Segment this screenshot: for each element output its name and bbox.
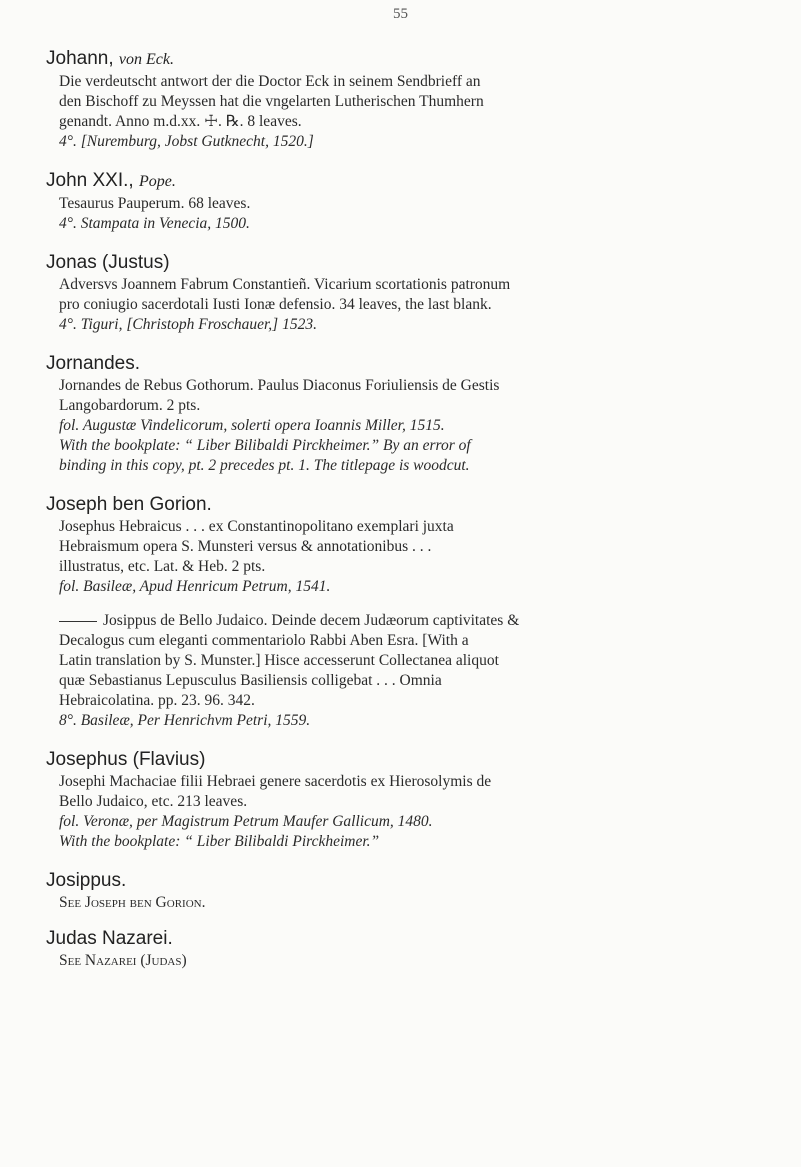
page-number: 55 xyxy=(393,6,408,22)
entry-line: Decalogus cum eleganti commentariolo Rabbi Aben Esra. [With a xyxy=(59,632,469,649)
ditto-dash xyxy=(59,621,97,622)
entry-line: Josephus Hebraicus . . . ex Constantinopolitano exemplari juxta xyxy=(59,518,454,535)
entry-heading: Joseph ben Gorion. xyxy=(46,494,212,515)
entry-line: genandt. Anno m.d.xx. ☩. ℞. 8 leaves. xyxy=(59,113,302,130)
entry-heading xyxy=(46,169,776,194)
entry-jonas xyxy=(46,251,776,335)
heading-name: Johann, xyxy=(46,48,114,69)
entry-body xyxy=(46,517,776,731)
entry-line: quæ Sebastianus Lepusculus Basiliensis colligebat . . . Omnia xyxy=(59,672,442,689)
entry-body xyxy=(46,772,776,852)
entry-heading: Jonas (Justus) xyxy=(46,252,170,273)
entry-joseph-ben-gorion xyxy=(46,493,776,731)
sub-entry xyxy=(59,611,776,731)
entry-heading: Josephus (Flavius) xyxy=(46,749,206,770)
entry-line: With the bookplate: “ Liber Bilibaldi Pirckheimer.” By an error of xyxy=(59,437,471,454)
entry-johann xyxy=(46,47,776,152)
entry-line: pro coniugio sacerdotali Iusti Ionæ defensio. 34 leaves, the last blank. xyxy=(59,296,492,313)
entry-jornandes xyxy=(46,352,776,476)
entry-line-text: Josippus de Bello Judaico. Deinde decem Judæorum captivitates & xyxy=(103,612,520,629)
entry-body xyxy=(46,376,776,476)
entry-heading xyxy=(46,47,776,72)
catalogue-entries xyxy=(46,47,776,985)
entry-line: With the bookplate: “ Liber Bilibaldi Pirckheimer.” xyxy=(59,833,380,850)
heading-qualifier: von Eck. xyxy=(118,51,174,68)
entry-heading: Jornandes. xyxy=(46,353,141,374)
entry-body xyxy=(46,194,776,234)
entry-josippus xyxy=(46,869,776,913)
entry-heading: Judas Nazarei. xyxy=(46,928,173,949)
entry-line: Die verdeutscht antwort der die Doctor Eck in seinem Sendbrieff an xyxy=(59,73,481,90)
entry-line: fol. Basileæ, Apud Henricum Petrum, 1541. xyxy=(59,578,331,595)
entry-line: 4°. [Nuremburg, Jobst Gutknecht, 1520.] xyxy=(59,133,314,150)
entry-line: 8°. Basileæ, Per Henrichvm Petri, 1559. xyxy=(59,712,311,729)
entry-line: Hebraismum opera S. Munsteri versus & annotationibus . . . xyxy=(59,538,432,555)
entry-line: Josephi Machaciae filii Hebraei genere sacerdotis ex Hierosolymis de xyxy=(59,773,492,790)
entry-line: Bello Judaico, etc. 213 leaves. xyxy=(59,793,248,810)
entry-line: Tesaurus Pauperum. 68 leaves. xyxy=(59,195,251,212)
entry-josephus xyxy=(46,748,776,852)
entry-body xyxy=(46,893,776,913)
cross-reference: See Nazarei (Judas) xyxy=(59,952,187,969)
entry-heading: Josippus. xyxy=(46,870,127,891)
entry-line: fol. Augustæ Vindelicorum, solerti opera Ioannis Miller, 1515. xyxy=(59,417,445,434)
entry-line xyxy=(59,611,776,631)
entry-line: Hebraicolatina. pp. 23. 96. 342. xyxy=(59,692,255,709)
entry-line: illustratus, etc. Lat. & Heb. 2 pts. xyxy=(59,558,266,575)
entry-line: 4°. Tiguri, [Christoph Froschauer,] 1523. xyxy=(59,316,317,333)
entry-line: Adversvs Joannem Fabrum Constantieñ. Vicarium scortationis patronum xyxy=(59,276,511,293)
entry-line: den Bischoff zu Meyssen hat die vngelarten Lutherischen Thumhern xyxy=(59,93,484,110)
entry-body xyxy=(46,951,776,971)
entry-body xyxy=(46,275,776,335)
entry-line: Latin translation by S. Munster.] Hisce accesserunt Collectanea aliquot xyxy=(59,652,499,669)
entry-line: fol. Veronæ, per Magistrum Petrum Maufer Gallicum, 1480. xyxy=(59,813,433,830)
entry-line: Langobardorum. 2 pts. xyxy=(59,397,201,414)
entry-line: 4°. Stampata in Venecia, 1500. xyxy=(59,215,250,232)
entry-line: Jornandes de Rebus Gothorum. Paulus Diaconus Foriuliensis de Gestis xyxy=(59,377,500,394)
entry-judas-nazarei xyxy=(46,927,776,971)
cross-reference: See Joseph ben Gorion. xyxy=(59,894,206,911)
heading-qualifier: Pope. xyxy=(138,173,176,190)
entry-john-xxi xyxy=(46,169,776,234)
entry-body xyxy=(46,72,776,152)
entry-line: binding in this copy, pt. 2 precedes pt. 1. The titlepage is woodcut. xyxy=(59,457,470,474)
heading-name: John XXI., xyxy=(46,170,134,191)
